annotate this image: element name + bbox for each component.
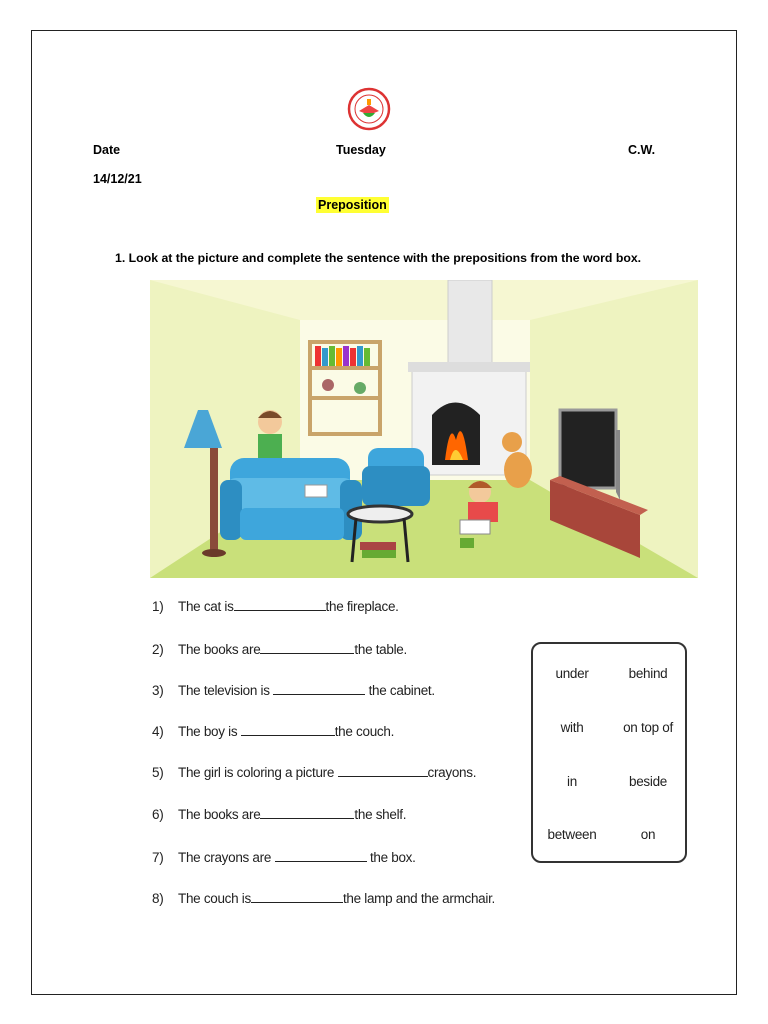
word-on-top-of: on top of (623, 720, 673, 735)
day-label: Tuesday (336, 143, 386, 157)
word-box (531, 642, 687, 863)
word-on: on (640, 827, 656, 842)
school-logo-icon (343, 87, 395, 133)
answer-blank-1[interactable] (234, 597, 326, 611)
page-title: Preposition (318, 198, 387, 212)
question-3: 3) The television is the cabinet. (152, 683, 435, 698)
answer-blank-8[interactable] (251, 889, 343, 903)
word-in: in (567, 774, 577, 789)
answer-blank-2[interactable] (260, 640, 354, 654)
question-7: 7) The crayons are the box. (152, 850, 416, 865)
date-value: 14/12/21 (93, 172, 142, 186)
living-room-illustration (150, 280, 698, 578)
word-beside: beside (629, 774, 667, 789)
question-4: 4) The boy is the couch. (152, 724, 395, 739)
answer-blank-5[interactable] (338, 763, 428, 777)
word-under: under (555, 666, 589, 681)
question-6: 6) The books are the shelf. (152, 807, 407, 822)
word-with: with (560, 720, 584, 735)
question-2: 2) The books are the table. (152, 642, 407, 657)
instruction: 1. Look at the picture and complete the sentence with the prepositions from the word box. (115, 251, 642, 265)
answer-blank-7[interactable] (275, 848, 367, 862)
work-type-label: C.W. (628, 143, 656, 157)
answer-blank-6[interactable] (260, 805, 354, 819)
word-between: between (547, 827, 597, 842)
answer-blank-3[interactable] (273, 681, 365, 695)
word-behind: behind (628, 666, 668, 681)
date-label: Date (93, 143, 121, 157)
question-8: 8) The couch is the lamp and the armchair. (152, 891, 495, 906)
question-5: 5) The girl is coloring a picture crayons. (152, 765, 477, 780)
question-1: 1) The cat is the fireplace. (152, 599, 399, 614)
answer-blank-4[interactable] (241, 722, 335, 736)
